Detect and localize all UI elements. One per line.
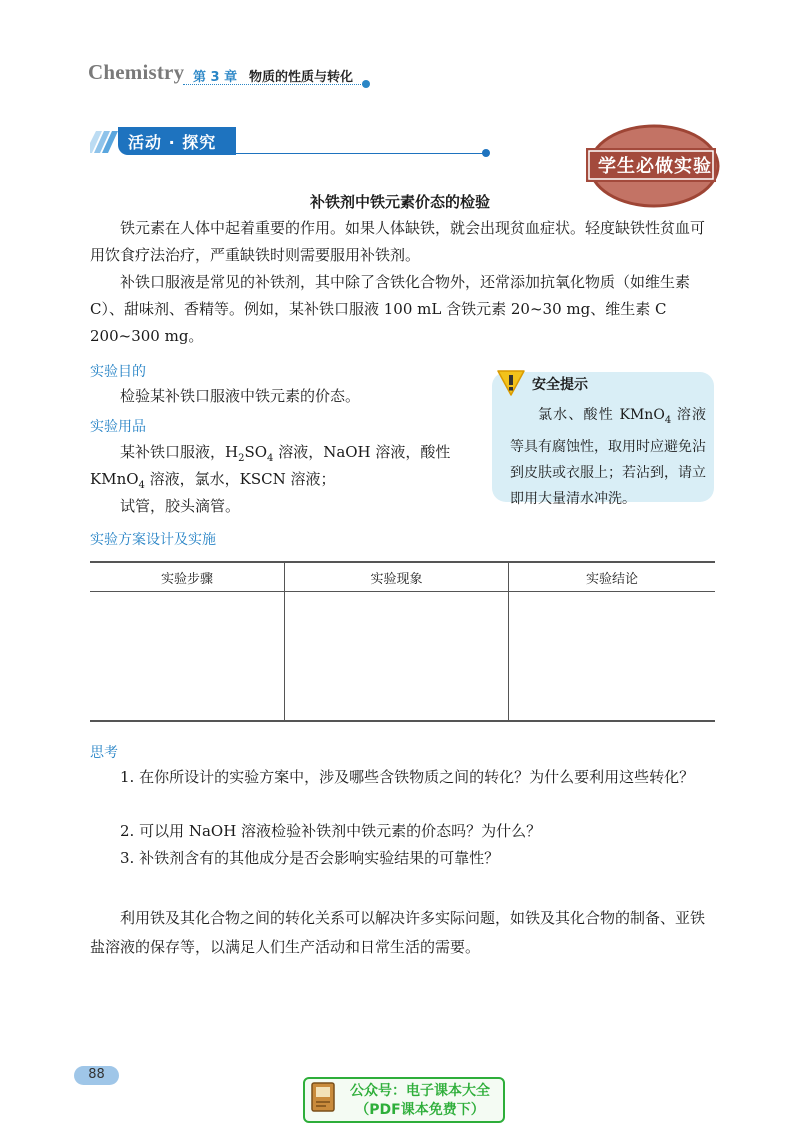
page-number: 88: [88, 1067, 105, 1082]
think-heading: 思考: [90, 745, 118, 761]
warning-icon: [496, 366, 526, 396]
header-chapter-title: 物质的性质与转化: [249, 70, 354, 85]
think-question-2: 2. 可以用 NaOH 溶液检验补铁剂中铁元素的价态吗？为什么？: [120, 822, 542, 840]
header-dot: [362, 80, 370, 88]
think-question-3: 3. 补铁剂含有的其他成分是否会影响实验结果的可靠性？: [120, 849, 500, 867]
table-header-steps: 实验步骤: [90, 562, 285, 592]
table-cell-conclusion[interactable]: [509, 592, 716, 722]
think-question-1: 1. 在你所设计的实验方案中，涉及哪些含铁物质之间的转化？为什么要利用这些转化？: [120, 768, 695, 786]
experiment-table: [90, 561, 715, 722]
stamp-label: 学生必做实验: [598, 156, 712, 177]
banner-divider: [236, 153, 484, 154]
watermark-line-1: 公众号：电子课本大全: [350, 1083, 490, 1099]
safety-tip-title: 安全提示: [532, 377, 588, 393]
header-brand: Chemistry: [88, 60, 185, 84]
table-header-row: [90, 562, 715, 592]
book-logo-icon: [310, 1081, 338, 1115]
header-divider: [183, 84, 363, 85]
intro-paragraph-1: 铁元素在人体中起着重要的作用。如果人体缺铁，就会出现贫血症状。轻度缺铁性贫血可用饮食疗法治疗，严重缺铁时则需要服用补铁剂。: [90, 219, 706, 264]
purpose-heading: 实验目的: [90, 364, 146, 380]
banner-stripes-icon: [90, 131, 118, 153]
safety-tip-text: 氯水、酸性 KMnO$_4$ 溶液等具有腐蚀性，取用时应避免沾到皮肤或衣服上；若沾到，请立即用大量清水冲洗。: [510, 407, 706, 507]
materials-line-3: 试管，胶头滴管。: [120, 497, 241, 515]
table-cell-phenomena[interactable]: [285, 592, 509, 722]
banner-dot: [482, 149, 490, 157]
design-heading: 实验方案设计及实施: [90, 532, 216, 548]
intro-paragraph-2: 补铁口服液是常见的补铁剂，其中除了含铁化合物外，还常添加抗氧化物质（如维生素 C）、甜味剂、香精等。例如，某补铁口服液 100 mL 含铁元素 20~30 mg、维生素 C 200~300 mg。: [90, 273, 691, 345]
materials-heading: 实验用品: [90, 419, 146, 435]
purpose-text: 检验某补铁口服液中铁元素的价态。: [120, 387, 361, 405]
conclusion-paragraph: 利用铁及其化合物之间的转化关系可以解决许多实际问题，如铁及其化合物的制备、亚铁盐溶液的保存等，以满足人们生产活动和日常生活的需要。: [90, 909, 706, 956]
materials-line-1: 某补铁口服液，$H_2SO_4$ 溶液，NaOH 溶液，酸性: [120, 443, 451, 464]
materials-line-2: KMnO$_4$ 溶液，氯水，KSCN 溶液；: [90, 470, 336, 491]
activity-banner-label: 活动 · 探究: [128, 133, 217, 152]
table-cell-steps[interactable]: [90, 592, 285, 722]
table-header-phenomena: 实验现象: [285, 562, 509, 592]
watermark-line-2: （PDF课本免费下）: [355, 1102, 485, 1118]
table-header-conclusion: 实验结论: [509, 562, 716, 592]
header-chapter: 第 3 章: [193, 70, 238, 85]
experiment-title: 补铁剂中铁元素价态的检验: [309, 193, 490, 211]
table-row: [90, 592, 715, 722]
